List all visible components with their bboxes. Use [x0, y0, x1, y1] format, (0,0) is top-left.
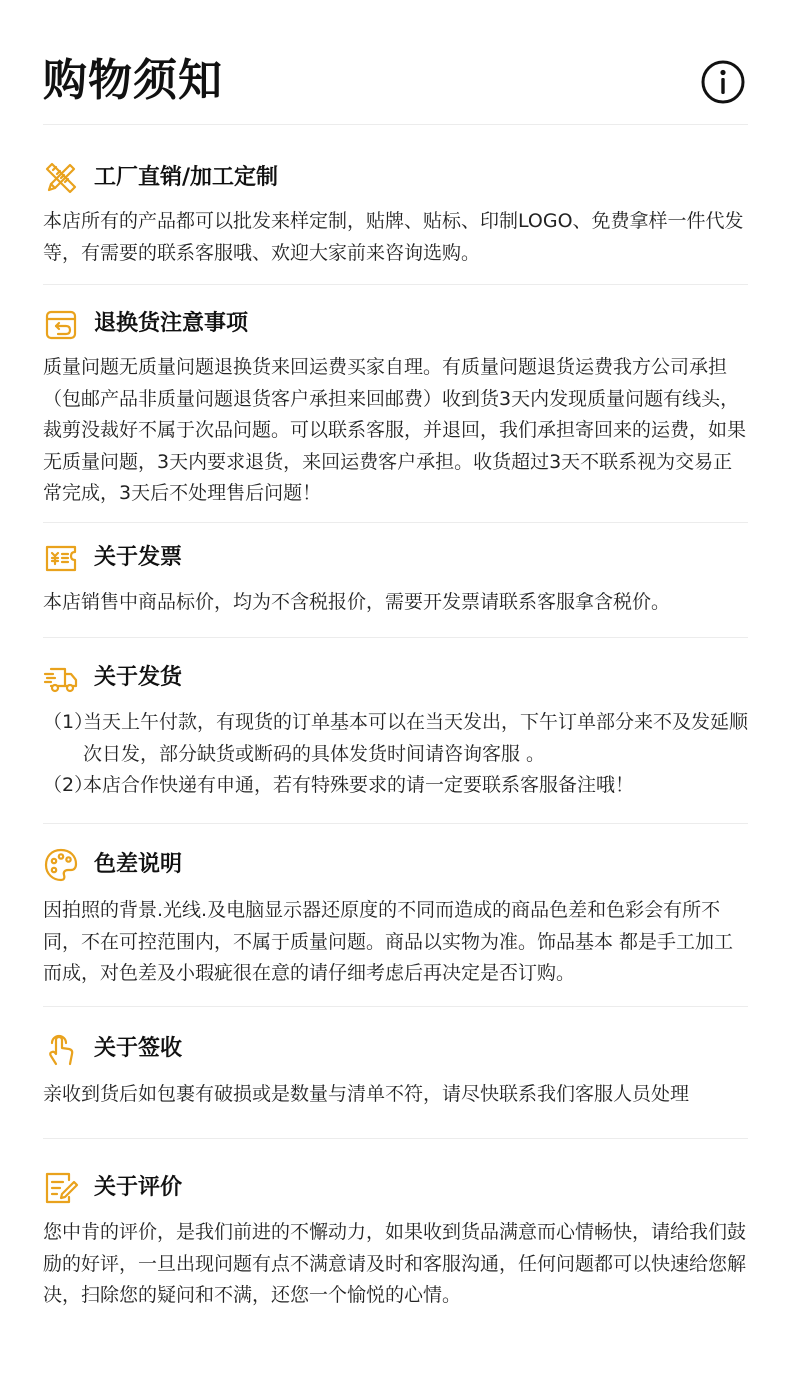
section-heading: 关于签收	[94, 1036, 183, 1061]
section-review-heading	[43, 1170, 748, 1206]
review-edit-icon	[43, 1170, 79, 1206]
divider	[43, 1006, 748, 1007]
divider	[43, 823, 748, 824]
palette-icon	[43, 847, 79, 883]
hand-tap-icon	[43, 1031, 79, 1067]
shipping-list	[43, 707, 748, 802]
page-title: 购物须知	[43, 55, 223, 106]
ruler-pencil-icon	[43, 160, 79, 196]
section-heading: 工厂直销/加工定制	[94, 165, 279, 190]
section-heading: 色差说明	[94, 852, 183, 877]
divider	[43, 1138, 748, 1139]
section-custom-heading	[43, 160, 748, 196]
info-icon[interactable]	[700, 59, 746, 105]
section-shipping-heading	[43, 660, 748, 696]
list-item	[43, 770, 748, 802]
section-text: 本店销售中商品标价，均为不含税报价，需要开发票请联系客服拿含税价。	[43, 591, 671, 613]
divider	[43, 124, 748, 125]
section-text: 质量问题无质量问题退换货来回运费买家自理。有质量问题退货运费我方公司承担（包邮产品非质量问题退货客户承担来回邮费）收到货3天内发现质量问题有线头，裁剪没裁好不属于次品问题。可以联系客服，并退回，我们承担寄回来的运费，如果无质量问题，3天内要求退货，来回运费客户承担。收货超过3天不联系视为交易正常完成，3天后不处理售后问题！	[43, 356, 747, 504]
section-heading: 关于评价	[94, 1175, 183, 1200]
divider	[43, 284, 748, 285]
list-item	[43, 707, 748, 770]
list-item-text: 当天上午付款，有现货的订单基本可以在当天发出，下午订单部分来不及发延顺次日发，部分缺货或断码的具体发货时间请咨询客服 。	[83, 711, 749, 765]
section-receipt-heading	[43, 1031, 748, 1067]
section-heading: 关于发票	[94, 545, 183, 570]
section-heading: 退换货注意事项	[94, 311, 249, 336]
delivery-truck-icon	[43, 660, 79, 696]
list-item-text: 本店合作快递有申通，若有特殊要求的请一定要联系客服备注哦！	[83, 774, 635, 796]
list-item-number: （1）	[43, 711, 94, 733]
section-heading: 关于发货	[94, 665, 183, 690]
divider	[43, 637, 748, 638]
section-color-heading	[43, 847, 748, 883]
section-text: 您中肯的评价，是我们前进的不懈动力，如果收到货品满意而心情畅快，请给我们鼓励的好评，一旦出现问题有点不满意请及时和客服沟通，任何问题都可以快速给您解决，扫除您的疑问和不满，还您一个愉悦的心情。	[43, 1221, 747, 1306]
section-return-heading	[43, 306, 748, 342]
page-header	[43, 52, 748, 112]
section-invoice-heading	[43, 540, 748, 576]
section-text: 亲收到货后如包裹有破损或是数量与清单不符，请尽快联系我们客服人员处理	[43, 1083, 690, 1105]
list-item-number: （2）	[43, 774, 94, 796]
return-box-icon	[43, 306, 79, 342]
section-text: 本店所有的产品都可以批发来样定制，贴牌、贴标、印制LOGO、免费拿样一件代发等，有需要的联系客服哦、欢迎大家前来咨询选购。	[43, 210, 744, 264]
section-text: 因拍照的背景.光线.及电脑显示器还原度的不同而造成的商品色差和色彩会有所不同，不在可控范围内，不属于质量问题。商品以实物为准。饰品基本 都是手工加工而成，对色差及小瑕疵很在意的请仔细考虑后再决定是否订购。	[43, 899, 734, 984]
invoice-icon	[43, 540, 79, 576]
divider	[43, 522, 748, 523]
